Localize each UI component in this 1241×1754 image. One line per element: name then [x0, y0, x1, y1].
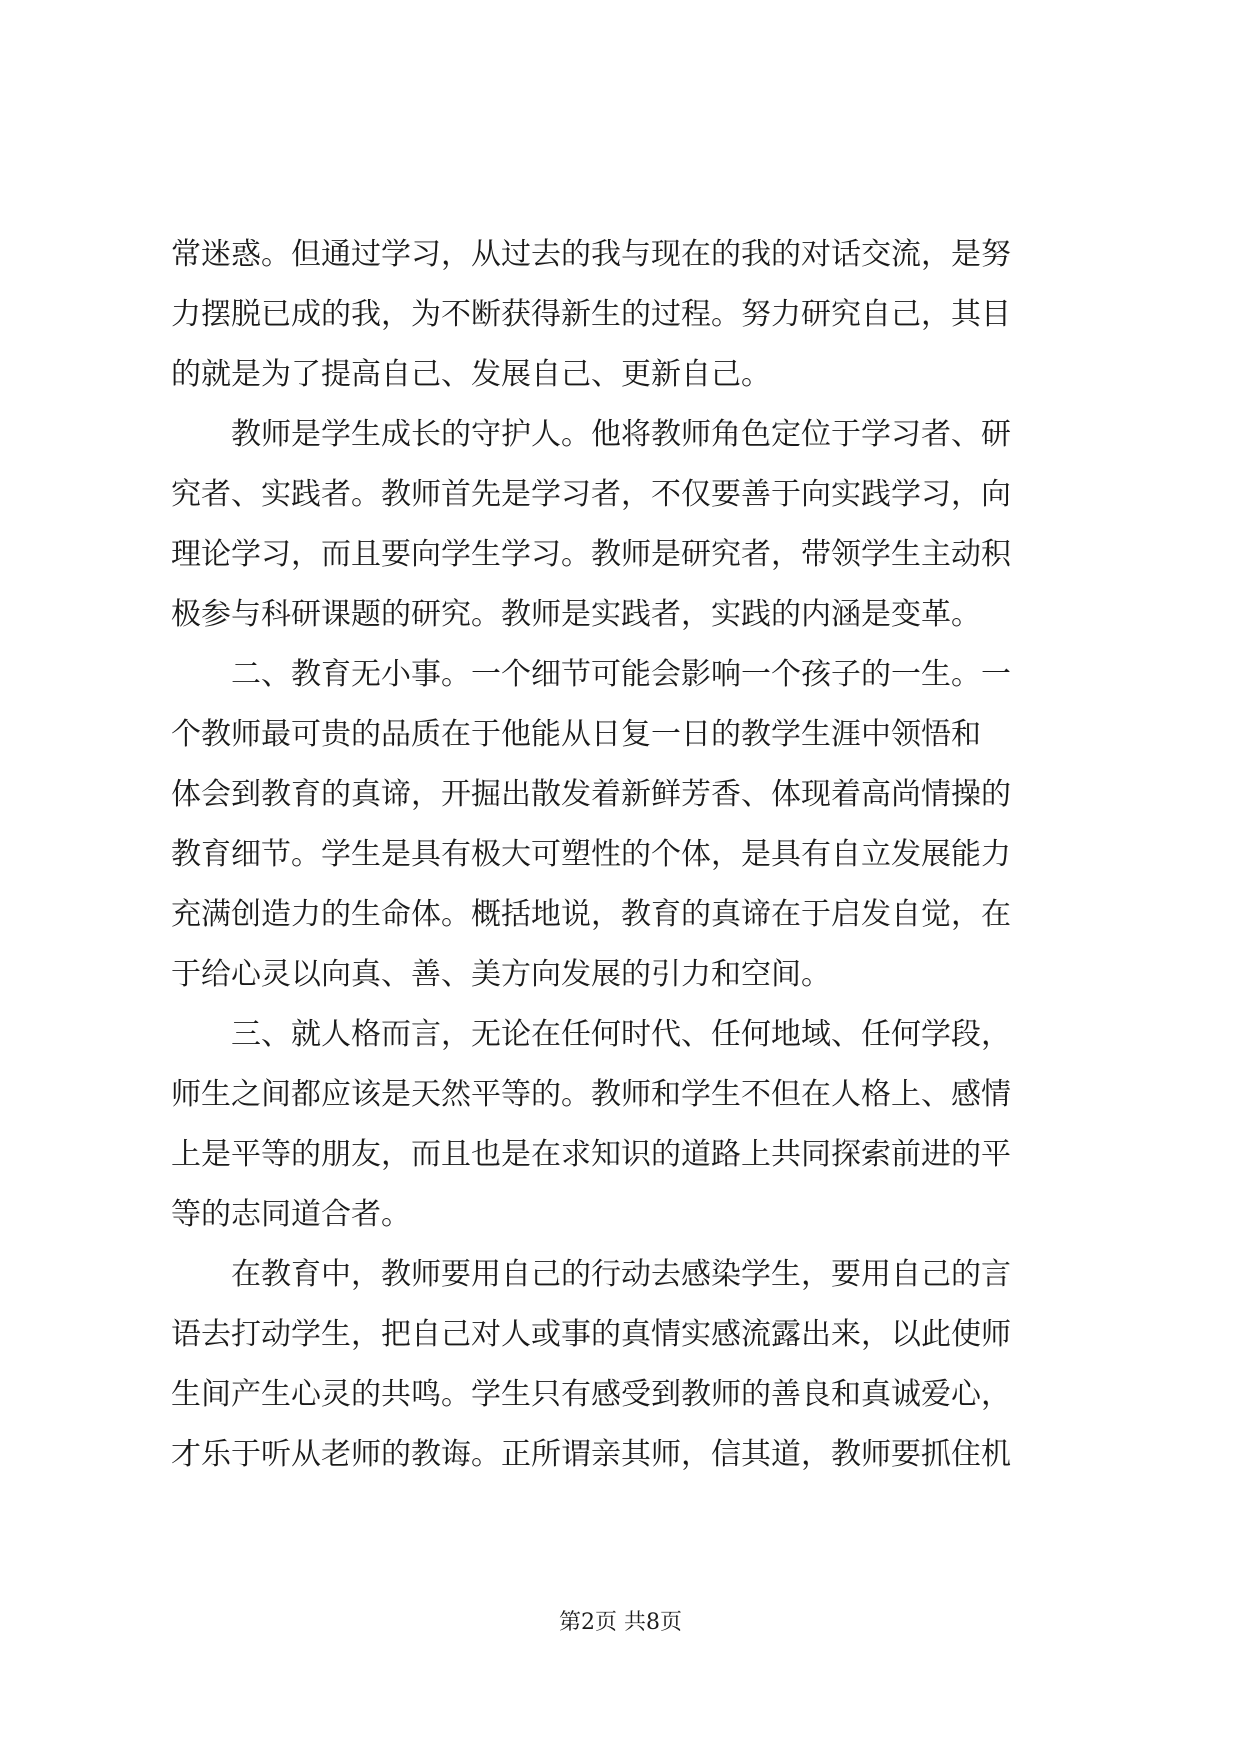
text-line: 力摆脱已成的我，为不断获得新生的过程。努力研究自己，其目: [171, 297, 1011, 332]
text-line: 教师是学生成长的守护人。他将教师角色定位于学习者、研: [171, 417, 1011, 452]
text-line: 体会到教育的真谛，开掘出散发着新鲜芳香、体现着高尚情操的: [171, 777, 1011, 812]
text-line: 常迷惑。但通过学习，从过去的我与现在的我的对话交流，是努: [171, 237, 1011, 272]
text-line: 的就是为了提高自己、发展自己、更新自己。: [171, 357, 771, 392]
text-line: 于给心灵以向真、善、美方向发展的引力和空间。: [171, 957, 831, 992]
text-line: 个教师最可贵的品质在于他能从日复一日的教学生涯中领悟和: [171, 717, 981, 752]
text-line: 三、就人格而言，无论在任何时代、任何地域、任何学段，: [171, 1017, 1011, 1052]
text-line: 究者、实践者。教师首先是学习者，不仅要善于向实践学习，向: [171, 477, 1011, 512]
text-line: 充满创造力的生命体。概括地说，教育的真谛在于启发自觉，在: [171, 897, 1011, 932]
text-line: 教育细节。学生是具有极大可塑性的个体，是具有自立发展能力: [171, 837, 1011, 872]
text-line: 才乐于听从老师的教诲。正所谓亲其师，信其道，教师要抓住机: [171, 1437, 1011, 1472]
text-line: 二、教育无小事。一个细节可能会影响一个孩子的一生。一: [171, 657, 1011, 692]
text-line: 语去打动学生，把自己对人或事的真情实感流露出来，以此使师: [171, 1317, 1011, 1352]
text-line: 师生之间都应该是天然平等的。教师和学生不但在人格上、感情: [171, 1077, 1011, 1112]
text-line: 理论学习，而且要向学生学习。教师是研究者，带领学生主动积: [171, 537, 1011, 572]
text-line: 上是平等的朋友，而且也是在求知识的道路上共同探索前进的平: [171, 1137, 1011, 1172]
text-line: 极参与科研课题的研究。教师是实践者，实践的内涵是变革。: [171, 597, 981, 632]
text-line: 在教育中，教师要用自己的行动去感染学生，要用自己的言: [171, 1257, 1011, 1292]
page-footer: 第2页 共8页: [559, 1610, 682, 1635]
text-line: 生间产生心灵的共鸣。学生只有感受到教师的善良和真诚爱心，: [171, 1377, 1011, 1412]
text-line: 等的志同道合者。: [171, 1197, 411, 1232]
body-text: [171, 225, 1081, 1485]
